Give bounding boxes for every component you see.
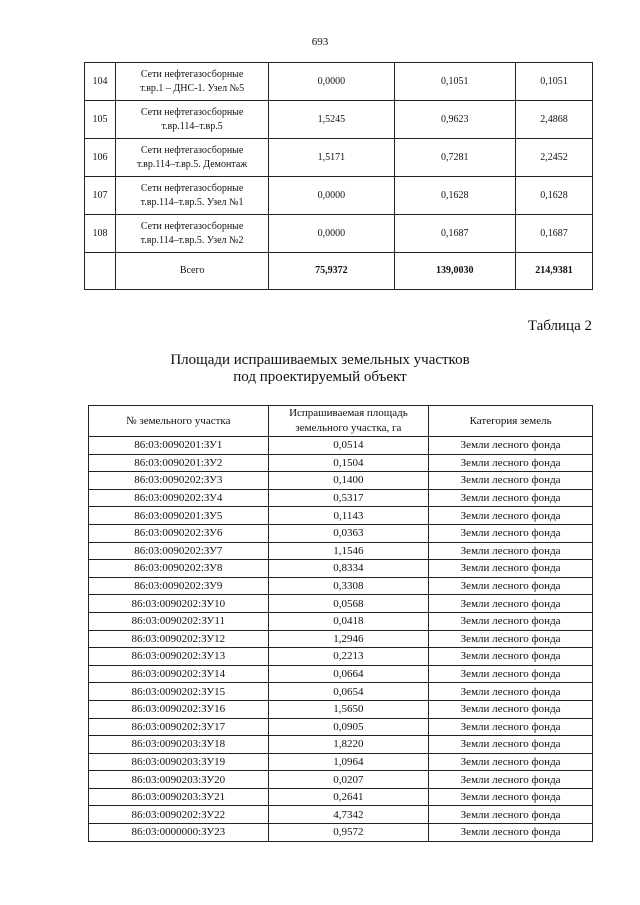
land-category: Земли лесного фонда (429, 489, 593, 507)
land-category: Земли лесного фонда (429, 665, 593, 683)
network-name-line2: т.вр.114–т.вр.5. Демонтаж (136, 158, 248, 170)
land-category: Земли лесного фонда (429, 524, 593, 542)
network-name (116, 139, 269, 177)
page-number: 693 (311, 36, 329, 48)
table-row (89, 595, 593, 613)
value-1: 0,0000 (269, 63, 394, 101)
requested-area: 0,8334 (268, 560, 429, 578)
plot-number: 86:03:0090202:ЗУ9 (89, 577, 269, 595)
table-title (0, 352, 640, 386)
value-3: 2,4868 (515, 101, 592, 139)
requested-area: 0,5317 (268, 489, 429, 507)
total-value-2: 139,0030 (394, 253, 515, 290)
requested-area: 0,0654 (268, 683, 429, 701)
value-1: 0,0000 (269, 215, 394, 253)
network-area-table (84, 62, 593, 290)
land-category: Земли лесного фонда (429, 612, 593, 630)
land-category: Земли лесного фонда (429, 542, 593, 560)
land-category: Земли лесного фонда (429, 700, 593, 718)
plot-number: 86:03:0090201:ЗУ2 (89, 454, 269, 472)
plot-number: 86:03:0090203:ЗУ21 (89, 788, 269, 806)
table-row (89, 788, 593, 806)
header-requested-area (268, 406, 429, 437)
total-value-3: 214,9381 (515, 253, 592, 290)
land-category: Земли лесного фонда (429, 577, 593, 595)
network-name-line2: т.вр.114–т.вр.5 (161, 120, 223, 132)
plot-number: 86:03:0090202:ЗУ16 (89, 700, 269, 718)
land-category: Земли лесного фонда (429, 718, 593, 736)
value-1: 1,5171 (269, 139, 394, 177)
header-area-line1: Испрашиваемая площадь (289, 407, 408, 419)
network-name (116, 63, 269, 101)
table-row (85, 215, 593, 253)
requested-area: 1,8220 (268, 736, 429, 754)
network-name (116, 215, 269, 253)
total-label: Всего (116, 253, 269, 290)
table-row (89, 718, 593, 736)
network-name-line2: т.вр.114–т.вр.5. Узел №2 (140, 234, 244, 246)
table-row (89, 736, 593, 754)
plot-number: 86:03:0090203:ЗУ20 (89, 771, 269, 789)
plot-number: 86:03:0090202:ЗУ3 (89, 472, 269, 490)
table-row (89, 437, 593, 455)
plot-number: 86:03:0090201:ЗУ1 (89, 437, 269, 455)
table-row (89, 700, 593, 718)
row-number: 106 (85, 139, 116, 177)
table-title-line1: Площади испрашиваемых земельных участков (170, 352, 470, 368)
land-plots-table-header (89, 406, 593, 437)
land-category: Земли лесного фонда (429, 560, 593, 578)
value-1: 0,0000 (269, 177, 394, 215)
network-area-table-body (85, 63, 593, 290)
land-category: Земли лесного фонда (429, 595, 593, 613)
requested-area: 1,5650 (268, 700, 429, 718)
row-number: 108 (85, 215, 116, 253)
plot-number: 86:03:0090202:ЗУ4 (89, 489, 269, 507)
plot-number: 86:03:0090202:ЗУ17 (89, 718, 269, 736)
plot-number: 86:03:0090202:ЗУ7 (89, 542, 269, 560)
plot-number: 86:03:0000000:ЗУ23 (89, 824, 269, 842)
land-category: Земли лесного фонда (429, 753, 593, 771)
table-row (89, 577, 593, 595)
table-caption: Таблица 2 (527, 318, 592, 334)
requested-area: 0,2641 (268, 788, 429, 806)
network-name-line1: Сети нефтегазосборные (140, 106, 244, 118)
table-row (89, 542, 593, 560)
land-category: Земли лесного фонда (429, 454, 593, 472)
requested-area: 1,1546 (268, 542, 429, 560)
table-row (89, 771, 593, 789)
value-1: 1,5245 (269, 101, 394, 139)
network-name-line1: Сети нефтегазосборные (140, 144, 244, 156)
table-row (89, 683, 593, 701)
value-3: 2,2452 (515, 139, 592, 177)
requested-area: 0,0664 (268, 665, 429, 683)
table-row (89, 524, 593, 542)
total-row (85, 253, 593, 290)
table-row (89, 824, 593, 842)
land-category: Земли лесного фонда (429, 824, 593, 842)
value-2: 0,9623 (394, 101, 515, 139)
land-category: Земли лесного фонда (429, 630, 593, 648)
value-2: 0,1628 (394, 177, 515, 215)
table-row (85, 101, 593, 139)
land-plots-table (88, 405, 593, 842)
header-row (89, 406, 593, 437)
value-3: 0,1051 (515, 63, 592, 101)
plot-number: 86:03:0090202:ЗУ13 (89, 648, 269, 666)
land-category: Земли лесного фонда (429, 648, 593, 666)
requested-area: 0,2213 (268, 648, 429, 666)
plot-number: 86:03:0090201:ЗУ5 (89, 507, 269, 525)
land-category: Земли лесного фонда (429, 472, 593, 490)
requested-area: 0,0514 (268, 437, 429, 455)
row-number: 105 (85, 101, 116, 139)
requested-area: 0,1504 (268, 454, 429, 472)
value-3: 0,1628 (515, 177, 592, 215)
plot-number: 86:03:0090202:ЗУ8 (89, 560, 269, 578)
table-row (89, 507, 593, 525)
land-category: Земли лесного фонда (429, 736, 593, 754)
plot-number: 86:03:0090202:ЗУ10 (89, 595, 269, 613)
requested-area: 0,0905 (268, 718, 429, 736)
table-row (89, 753, 593, 771)
table-row (89, 489, 593, 507)
requested-area: 1,2946 (268, 630, 429, 648)
table-row (85, 139, 593, 177)
table-row (89, 560, 593, 578)
header-plot-number: № земельного участка (89, 406, 269, 437)
row-number: 107 (85, 177, 116, 215)
value-2: 0,7281 (394, 139, 515, 177)
header-area-line2: земельного участка, га (295, 422, 402, 434)
plot-number: 86:03:0090202:ЗУ11 (89, 612, 269, 630)
land-plots-table-body (89, 437, 593, 842)
table-row (85, 177, 593, 215)
network-name-line2: т.вр.114–т.вр.5. Узел №1 (140, 196, 244, 208)
table-row (89, 648, 593, 666)
value-2: 0,1687 (394, 215, 515, 253)
plot-number: 86:03:0090202:ЗУ15 (89, 683, 269, 701)
requested-area: 0,1143 (268, 507, 429, 525)
network-name (116, 101, 269, 139)
requested-area: 0,1400 (268, 472, 429, 490)
land-category: Земли лесного фонда (429, 806, 593, 824)
requested-area: 0,0568 (268, 595, 429, 613)
network-name (116, 177, 269, 215)
network-name-line1: Сети нефтегазосборные (140, 182, 244, 194)
land-category: Земли лесного фонда (429, 683, 593, 701)
network-name-line1: Сети нефтегазосборные (140, 220, 244, 232)
table-row (89, 472, 593, 490)
land-category: Земли лесного фонда (429, 437, 593, 455)
header-land-category: Категория земель (429, 406, 593, 437)
land-category: Земли лесного фонда (429, 771, 593, 789)
requested-area: 1,0964 (268, 753, 429, 771)
requested-area: 0,0418 (268, 612, 429, 630)
plot-number: 86:03:0090202:ЗУ22 (89, 806, 269, 824)
land-category: Земли лесного фонда (429, 788, 593, 806)
network-name-line2: т.вр.1 – ДНС-1. Узел №5 (140, 82, 245, 94)
table-row (89, 454, 593, 472)
plot-number: 86:03:0090202:ЗУ14 (89, 665, 269, 683)
table-row (89, 806, 593, 824)
table-row (89, 612, 593, 630)
plot-number: 86:03:0090202:ЗУ6 (89, 524, 269, 542)
table-row (89, 630, 593, 648)
total-empty-cell (85, 253, 116, 290)
table-row (85, 63, 593, 101)
value-2: 0,1051 (394, 63, 515, 101)
requested-area: 0,9572 (268, 824, 429, 842)
plot-number: 86:03:0090203:ЗУ19 (89, 753, 269, 771)
requested-area: 0,0207 (268, 771, 429, 789)
requested-area: 4,7342 (268, 806, 429, 824)
total-value-1: 75,9372 (269, 253, 394, 290)
requested-area: 0,0363 (268, 524, 429, 542)
plot-number: 86:03:0090203:ЗУ18 (89, 736, 269, 754)
table-title-line2: под проектируемый объект (233, 369, 407, 385)
land-category: Земли лесного фонда (429, 507, 593, 525)
row-number: 104 (85, 63, 116, 101)
plot-number: 86:03:0090202:ЗУ12 (89, 630, 269, 648)
value-3: 0,1687 (515, 215, 592, 253)
table-row (89, 665, 593, 683)
network-name-line1: Сети нефтегазосборные (140, 68, 244, 80)
requested-area: 0,3308 (268, 577, 429, 595)
